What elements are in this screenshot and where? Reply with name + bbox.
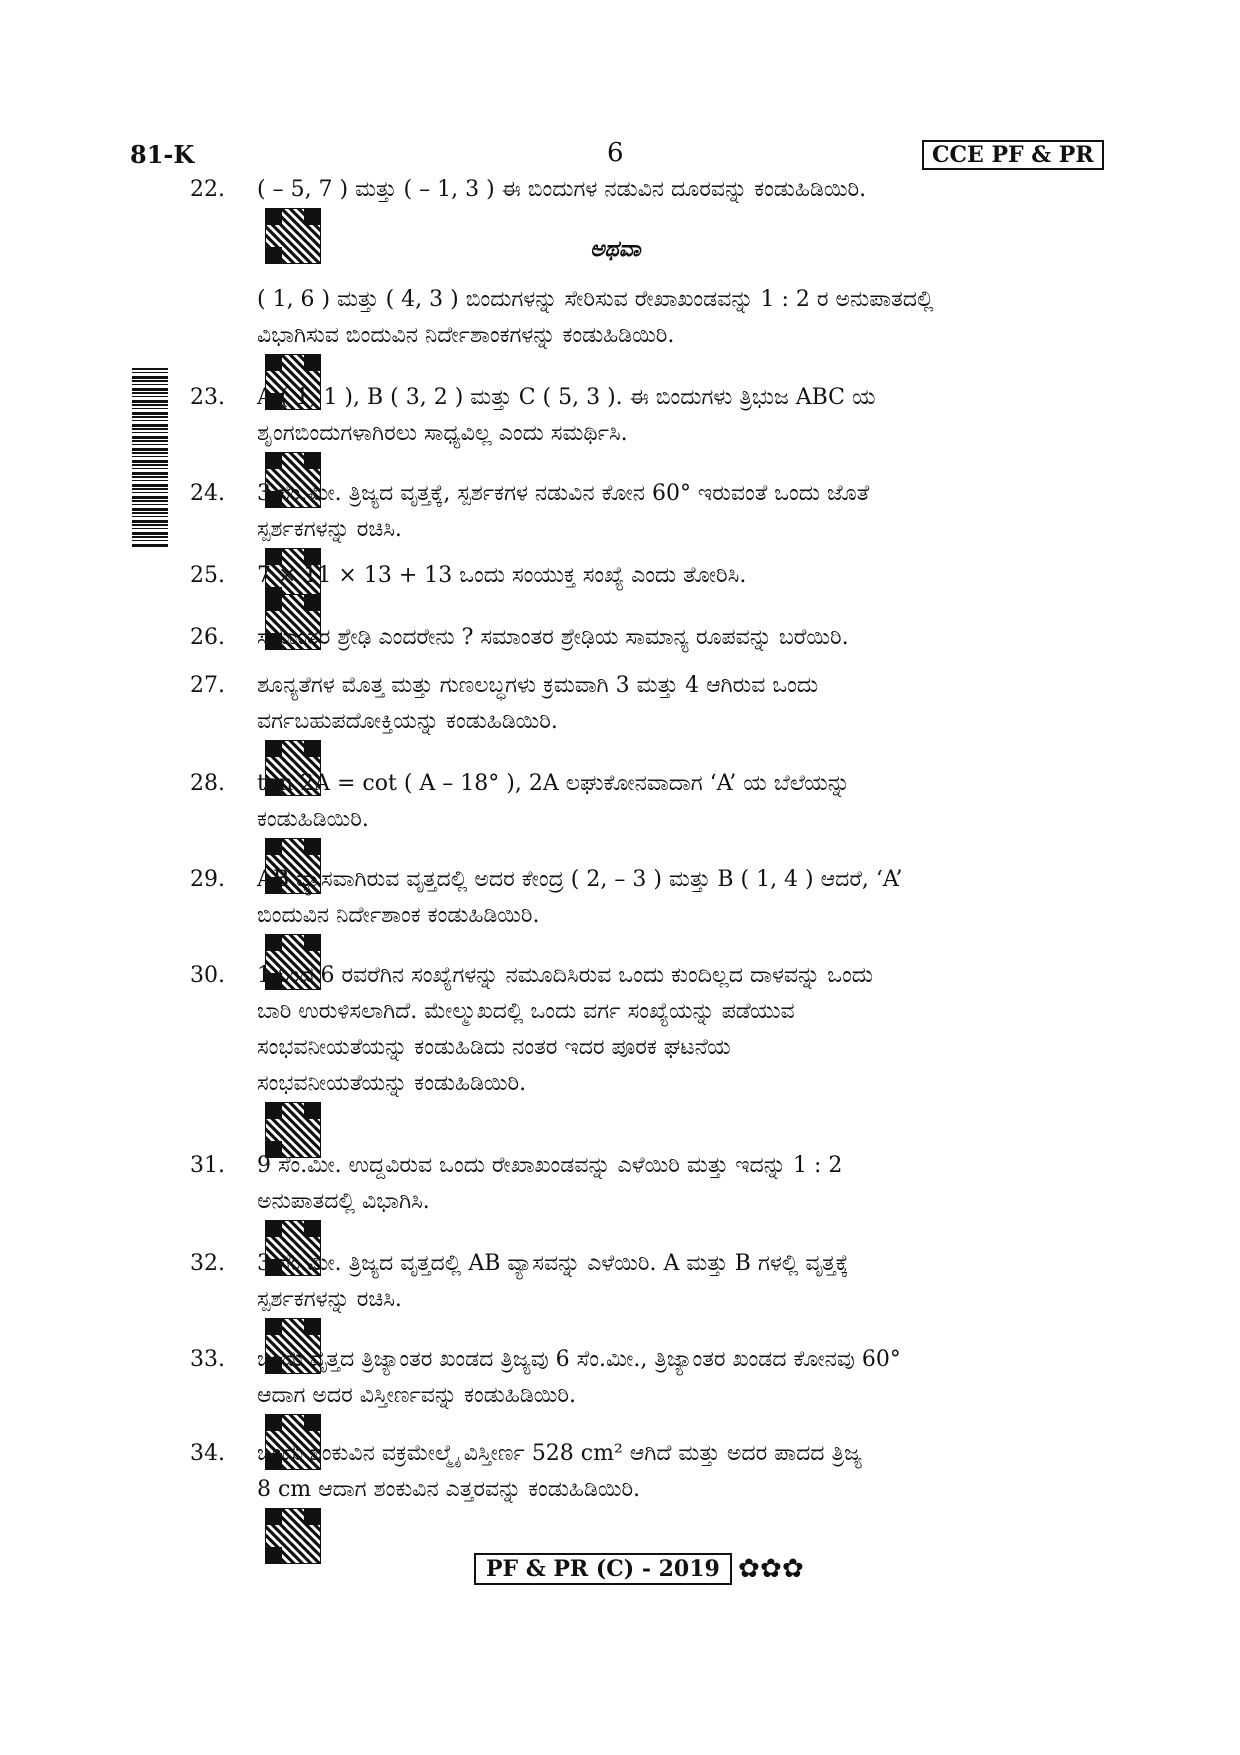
question-number: 24. [190,481,225,506]
question-number: 32. [190,1251,225,1276]
question-line: tan 2A = cot ( A – 18° ), 2A ಲಘುಕೋನವಾದಾಗ ‘A’ ಯ ಬೆಲೆಯನ್ನು [257,771,850,796]
question-item [190,1436,1110,1564]
question-line: ಸಂಭವನೀಯತೆಯನ್ನು ಕಂಡುಹಿಡಿದು ನಂತರ ಇದರ ಪೂರಕ ಘಟನೆಯ [257,1035,731,1060]
question-line: ಬಾರಿ ಉರುಳಿಸಲಾಗಿದೆ. ಮೇಲ್ಮುಖದಲ್ಲಿ ಒಂದು ವರ್ಗ ಸಂಖ್ಯೆಯನ್ನು ಪಡೆಯುವ [257,999,795,1024]
question-line: ( – 5, 7 ) ಮತ್ತು ( – 1, 3 ) ಈ ಬಿಂದುಗಳ ನಡುವಿನ ದೂರವನ್ನು ಕಂಡುಹಿಡಿಯಿರಿ. [257,172,1110,264]
question-number: 34. [190,1441,225,1466]
question-number: 23. [190,385,225,410]
question-line: ವರ್ಗಬಹುಪದೋಕ್ತಿಯನ್ನು ಕಂಡುಹಿಡಿಯಿರಿ. [257,704,1110,796]
question-text [257,620,1110,656]
question-item [190,172,1110,264]
flower-ornament-icon: ✿ [760,1554,782,1584]
paper-code-right: CCE PF & PR [922,140,1104,170]
question-line: 3 ಸೆಂ.ಮೀ. ತ್ರಿಜ್ಯದ ವೃತ್ತಕ್ಕೆ, ಸ್ಪರ್ಶಕಗಳ ನಡುವಿನ ಕೋನ 60° ಇರುವಂತೆ ಒಂದು ಜೊತೆ [257,481,870,506]
question-line: ಶೂನ್ಯತೆಗಳ ಮೊತ್ತ ಮತ್ತು ಗುಣಲಬ್ಧಗಳು ಕ್ರಮವಾಗಿ 3 ಮತ್ತು 4 ಆಗಿರುವ ಒಂದು [257,673,819,698]
question-number: 22. [190,177,225,202]
qr-code-icon [265,1508,321,1564]
question-number: 28. [190,771,225,796]
question-text [257,172,1110,264]
question-line: ಸ್ಪರ್ಶಕಗಳನ್ನು ರಚಿಸಿ. [257,512,1110,604]
question-line: ಕಂಡುಹಿಡಿಯಿರಿ. [257,802,1110,894]
or-label: ಅಥವಾ [590,236,641,262]
question-number: 31. [190,1153,225,1178]
footer-code: PF & PR (C) - 2019 [474,1553,732,1585]
qr-code-icon [265,208,321,264]
question-text [257,1436,1110,1564]
question-line: ಶೃಂಗಬಿಂದುಗಳಾಗಿರಲು ಸಾಧ್ಯವಿಲ್ಲ ಎಂದು ಸಮರ್ಥಿಸಿ. [257,416,1110,508]
question-line: ಸ್ಪರ್ಶಕಗಳನ್ನು ರಚಿಸಿ. [257,1282,1110,1374]
question-item [190,958,1110,1158]
question-line: ವಿಭಾಗಿಸುವ ಬಿಂದುವಿನ ನಿರ್ದೇಶಾಂಕಗಳನ್ನು ಕಂಡುಹಿಡಿಯಿರಿ. [257,318,1110,410]
question-line: ( 1, 6 ) ಮತ್ತು ( 4, 3 ) ಬಿಂದುಗಳನ್ನು ಸೇರಿಸುವ ರೇಖಾಖಂಡವನ್ನು 1 : 2 ರ ಅನುಪಾತದಲ್ಲಿ [257,287,934,312]
page-number: 6 [607,138,624,168]
question-line: 9 ಸೆಂ.ಮೀ. ಉದ್ದವಿರುವ ಒಂದು ರೇಖಾಖಂಡವನ್ನು ಎಳೆಯಿರಿ ಮತ್ತು ಇದನ್ನು 1 : 2 [257,1153,843,1178]
question-line: ಸಮಾಂತರ ಶ್ರೇಢಿ ಎಂದರೇನು ? ಸಮಾಂತರ ಶ್ರೇಢಿಯ ಸಾಮಾನ್ಯ ರೂಪವನ್ನು ಬರೆಯಿರಿ. [257,625,849,650]
question-line: ಅನುಪಾತದಲ್ಲಿ ವಿಭಾಗಿಸಿ. [257,1184,1110,1276]
question-number: 26. [190,625,225,650]
question-line: ಆದಾಗ ಅದರ ವಿಸ್ತೀರ್ಣವನ್ನು ಕಂಡುಹಿಡಿಯಿರಿ. [257,1378,1110,1470]
question-line: AB ವ್ಯಾಸವಾಗಿರುವ ವೃತ್ತದಲ್ಲಿ ಅದರ ಕೇಂದ್ರ ( 2, – 3 ) ಮತ್ತು B ( 1, 4 ) ಆದರೆ, ‘A’ [257,867,903,892]
question-line: ಒಂದು ವೃತ್ತದ ತ್ರಿಜ್ಯಾಂತರ ಖಂಡದ ತ್ರಿಜ್ಯವು 6 ಸೆಂ.ಮೀ., ತ್ರಿಜ್ಯಾಂತರ ಖಂಡದ ಕೋನವು 60° [257,1347,901,1372]
question-item [190,620,1110,656]
question-number: 30. [190,963,225,988]
paper-code-left: 81-K [130,140,195,169]
question-line: A ( 1, 1 ), B ( 3, 2 ) ಮತ್ತು C ( 5, 3 ). ಈ ಬಿಂದುಗಳು ತ್ರಿಭುಜ ABC ಯ [257,385,876,410]
flower-ornament-icon: ✿ [738,1554,760,1584]
question-line: 1 ರಿಂದ 6 ರವರೆಗಿನ ಸಂಖ್ಯೆಗಳನ್ನು ನಮೂದಿಸಿರುವ ಒಂದು ಕುಂದಿಲ್ಲದ ದಾಳವನ್ನು ಒಂದು [257,963,873,988]
question-number: 33. [190,1347,225,1372]
question-number: 25. [190,563,225,588]
question-line: 3 ಸೆಂ.ಮೀ. ತ್ರಿಜ್ಯದ ವೃತ್ತದಲ್ಲಿ AB ವ್ಯಾಸವನ್ನು ಎಳೆಯಿರಿ. A ಮತ್ತು B ಗಳಲ್ಲಿ ವೃತ್ತಕ್ಕೆ [257,1251,849,1276]
barcode-icon [132,368,168,548]
question-text [257,958,1110,1158]
question-number: 29. [190,867,225,892]
question-number: 27. [190,673,225,698]
question-line: ಸಂಭವನೀಯತೆಯನ್ನು ಕಂಡುಹಿಡಿಯಿರಿ. [257,1066,1110,1158]
question-line: ಬಿಂದುವಿನ ನಿರ್ದೇಶಾಂಕ ಕಂಡುಹಿಡಿಯಿರಿ. [257,898,1110,990]
question-line: 8 cm ಆದಾಗ ಶಂಕುವಿನ ಎತ್ತರವನ್ನು ಕಂಡುಹಿಡಿಯಿರಿ. [257,1472,1110,1564]
flower-ornament-icon: ✿ [782,1554,804,1584]
question-line: ಒಂದು ಶಂಕುವಿನ ವಕ್ರಮೇಲ್ಮೈ ವಿಸ್ತೀರ್ಣ 528 cm² ಆಗಿದೆ ಮತ್ತು ಅದರ ಪಾದದ ತ್ರಿಜ್ಯ [257,1441,862,1466]
question-line: 7 × 11 × 13 + 13 ಒಂದು ಸಂಯುಕ್ತ ಸಂಖ್ಯೆ ಎಂದು ತೋರಿಸಿ. [257,558,1110,650]
